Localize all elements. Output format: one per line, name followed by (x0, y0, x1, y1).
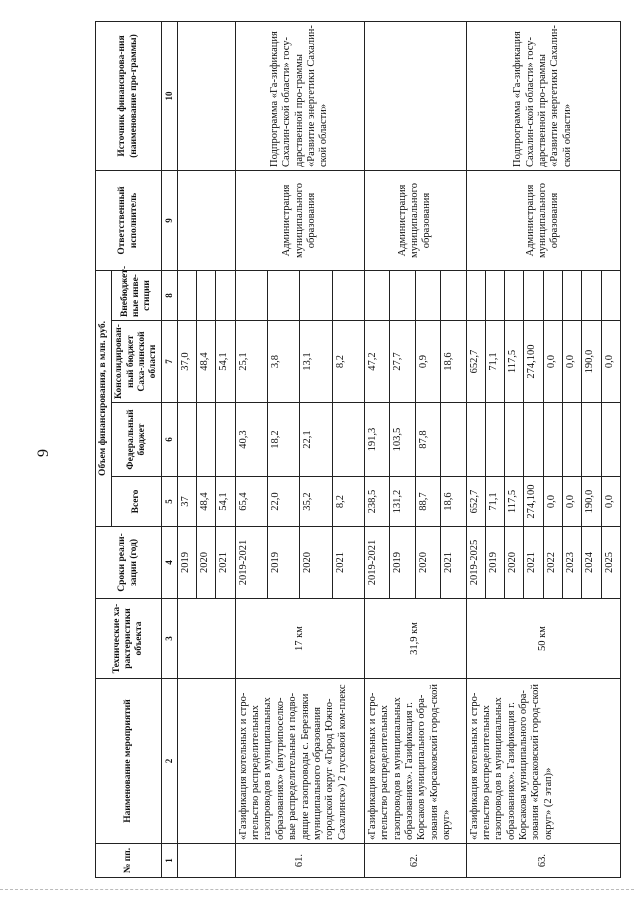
total-cell: 0,0 (543, 477, 562, 527)
federal-cell (505, 403, 524, 477)
offbudget-cell (562, 270, 581, 320)
period-cell: 2019 (177, 527, 196, 599)
consolidated-cell: 652,7 (466, 321, 485, 403)
total-cell: 54,1 (216, 477, 235, 527)
row-number: 63. (466, 844, 620, 878)
federal-cell (485, 403, 504, 477)
column-number: 5 (162, 477, 178, 527)
period-cell: 2019-2021 (235, 527, 267, 599)
total-cell: 274,100 (524, 477, 543, 527)
offbudget-cell (466, 270, 485, 320)
row-number: 61. (235, 844, 364, 878)
period-cell: 2021 (332, 527, 364, 599)
tech-spec: 31,9 км (364, 599, 466, 679)
total-cell: 22,0 (267, 477, 299, 527)
federal-cell (601, 403, 621, 477)
offbudget-cell (524, 270, 543, 320)
offbudget-cell (505, 270, 524, 320)
column-number: 9 (162, 170, 178, 270)
offbudget-cell (216, 270, 235, 320)
period-cell: 2021 (441, 527, 466, 599)
consolidated-cell: 3,8 (267, 321, 299, 403)
consolidated-cell: 25,1 (235, 321, 267, 403)
total-cell: 0,0 (562, 477, 581, 527)
row-number: 62. (364, 844, 466, 878)
total-cell: 48,4 (197, 477, 216, 527)
consolidated-cell: 190,0 (582, 321, 601, 403)
total-cell: 238,5 (364, 477, 389, 527)
row-number (177, 844, 235, 878)
page-footer-rule (0, 889, 634, 891)
tech-spec: 17 км (235, 599, 364, 679)
tech-spec: 50 км (466, 599, 620, 679)
header-tech: Технические ха-рактеристики объекта (96, 599, 162, 679)
period-cell: 2019-2025 (466, 527, 485, 599)
offbudget-cell (543, 270, 562, 320)
federal-cell (197, 403, 216, 477)
period-cell: 2021 (216, 527, 235, 599)
period-cell: 2023 (562, 527, 581, 599)
header-name: Наименование мероприятий (96, 679, 162, 844)
federal-cell: 40,3 (235, 403, 267, 477)
column-number: 6 (162, 403, 178, 477)
total-cell: 8,2 (332, 477, 364, 527)
header-total: Всего (112, 477, 162, 527)
column-number: 2 (162, 679, 178, 844)
federal-cell: 22,1 (300, 403, 332, 477)
offbudget-cell (177, 270, 196, 320)
federal-cell (177, 403, 196, 477)
federal-cell (582, 403, 601, 477)
consolidated-cell: 13,1 (300, 321, 332, 403)
total-cell: 190,0 (582, 477, 601, 527)
period-cell: 2019 (485, 527, 504, 599)
executor-cell: Администрация муниципального образования (466, 170, 620, 270)
consolidated-cell: 37,0 (177, 321, 196, 403)
offbudget-cell (197, 270, 216, 320)
consolidated-cell: 0,9 (415, 321, 440, 403)
total-cell: 652,7 (466, 477, 485, 527)
column-number: 8 (162, 270, 178, 320)
federal-cell (216, 403, 235, 477)
federal-cell (524, 403, 543, 477)
period-cell: 2021 (524, 527, 543, 599)
funding-table (95, 21, 621, 878)
consolidated-cell: 71,1 (485, 321, 504, 403)
header-funding: Объем финансирования, в млн. руб. (96, 270, 112, 526)
executor-cell (177, 170, 235, 270)
federal-cell (441, 403, 466, 477)
table-row (235, 21, 267, 877)
federal-cell (543, 403, 562, 477)
period-cell: 2019 (267, 527, 299, 599)
consolidated-cell: 0,0 (562, 321, 581, 403)
total-cell: 117,5 (505, 477, 524, 527)
measure-name: «Газификация котельных и стро-ительство распределительных газопроводов в муниципальных образованиях». Газификация г. Корсакова муниципального обра-зования «Корсаковский город-ской округ» (2 этап)» (466, 679, 620, 844)
total-cell: 88,7 (415, 477, 440, 527)
tech-spec (177, 599, 235, 679)
consolidated-cell: 8,2 (332, 321, 364, 403)
consolidated-cell: 18,6 (441, 321, 466, 403)
total-cell: 0,0 (601, 477, 621, 527)
header-source: Источник финансирова-ния (наименование про-граммы) (96, 21, 162, 170)
federal-cell: 103,5 (390, 403, 415, 477)
total-cell: 37 (177, 477, 196, 527)
consolidated-cell: 48,4 (197, 321, 216, 403)
federal-cell: 87,8 (415, 403, 440, 477)
offbudget-cell (332, 270, 364, 320)
period-cell: 2019 (390, 527, 415, 599)
offbudget-cell (300, 270, 332, 320)
offbudget-cell (415, 270, 440, 320)
consolidated-cell: 54,1 (216, 321, 235, 403)
measure-name: «Газификация котельных и стро-ительство распределительных газопроводов в муниципальных образованиях». Газификация г. Корсаков муниципального обра-зования «Корсаковский город-ской округ» (364, 679, 466, 844)
executor-cell: Администрация муниципального образования (364, 170, 466, 270)
federal-cell (466, 403, 485, 477)
column-number: 3 (162, 599, 178, 679)
total-cell: 71,1 (485, 477, 504, 527)
total-cell: 131,2 (390, 477, 415, 527)
table-row (466, 21, 485, 877)
period-cell: 2022 (543, 527, 562, 599)
consolidated-cell: 117,5 (505, 321, 524, 403)
offbudget-cell (267, 270, 299, 320)
source-cell (177, 21, 235, 170)
offbudget-cell (485, 270, 504, 320)
offbudget-cell (582, 270, 601, 320)
header-period: Сроки реали-зации (год) (96, 527, 162, 599)
table-row (177, 21, 196, 877)
column-number: 10 (162, 21, 178, 170)
consolidated-cell: 47,2 (364, 321, 389, 403)
federal-cell (562, 403, 581, 477)
offbudget-cell (601, 270, 621, 320)
period-cell: 2020 (300, 527, 332, 599)
federal-cell (332, 403, 364, 477)
header-federal: Федеральный бюджет (112, 403, 162, 477)
table-row (364, 21, 389, 877)
offbudget-cell (390, 270, 415, 320)
column-number: 4 (162, 527, 178, 599)
federal-cell: 191,3 (364, 403, 389, 477)
period-cell: 2019-2021 (364, 527, 389, 599)
header-executor: Ответственный исполнитель (96, 170, 162, 270)
page-number: 9 (35, 449, 52, 457)
header-offbudget: Внебюджет-ные инве-стиции (112, 270, 162, 320)
consolidated-cell: 274,100 (524, 321, 543, 403)
executor-cell: Администрация муниципального образования (235, 170, 364, 270)
offbudget-cell (235, 270, 267, 320)
header-no: № пп. (96, 844, 162, 878)
period-cell: 2024 (582, 527, 601, 599)
period-cell: 2020 (415, 527, 440, 599)
period-cell: 2020 (197, 527, 216, 599)
offbudget-cell (364, 270, 389, 320)
source-cell (364, 21, 466, 170)
column-number: 7 (162, 321, 178, 403)
table-wrapper (95, 22, 615, 878)
period-cell: 2020 (505, 527, 524, 599)
consolidated-cell: 27,7 (390, 321, 415, 403)
federal-cell: 18,2 (267, 403, 299, 477)
column-number: 1 (162, 844, 178, 878)
consolidated-cell: 0,0 (543, 321, 562, 403)
source-cell: Подпрограмма «Га-зификация Сахалин-ской области» госу-дарственной про-граммы «Развитие энергетики Сахалин-ской области» (235, 21, 364, 170)
source-cell: Подпрограмма «Га-зификация Сахалин-ской области» госу-дарственной про-граммы «Развитие энергетики Сахалин-ской области» (466, 21, 620, 170)
period-cell: 2025 (601, 527, 621, 599)
measure-name: «Газификация котельных и стро-ительство распределительных газопроводов в муниципальных образованиях» (внутрипоселко-вые распределительные и подво-дящие газопроводы с. Березняки муниципального образования городской округ «Город Южно-Сахалинск») 2 пусковой ком-плекс (235, 679, 364, 844)
total-cell: 18,6 (441, 477, 466, 527)
measure-name (177, 679, 235, 844)
total-cell: 65,4 (235, 477, 267, 527)
offbudget-cell (441, 270, 466, 320)
header-consolidated: Консолидирован-ный бюджет Саха-линской области (112, 321, 162, 403)
total-cell: 35,2 (300, 477, 332, 527)
consolidated-cell: 0,0 (601, 321, 621, 403)
